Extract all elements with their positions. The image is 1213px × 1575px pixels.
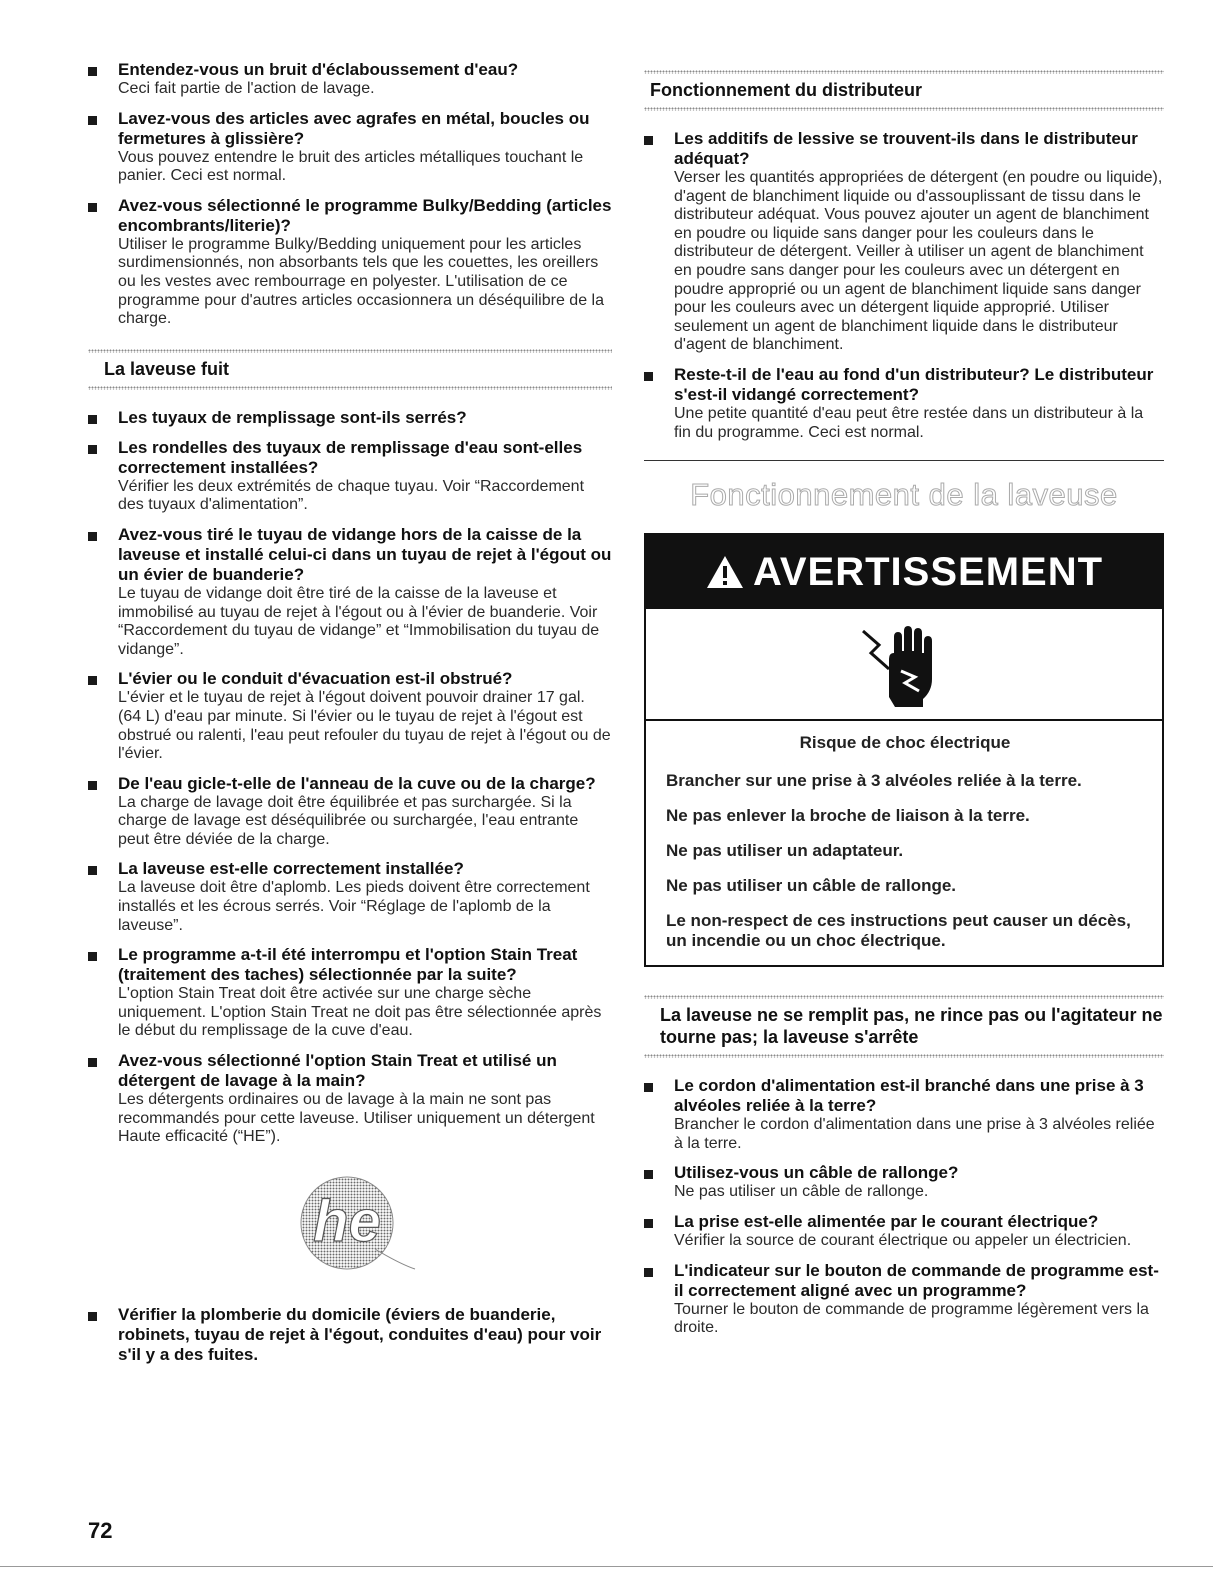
list-item bbox=[644, 1076, 1164, 1153]
section-nofill bbox=[644, 989, 1164, 1064]
question-text: Vérifier la plomberie du domicile (éviers de buanderie, robinets, tuyau de rejet à l'égout, conduites d'eau) pour voir s'il y a des fuites. bbox=[118, 1304, 602, 1364]
warning-line: Ne pas utiliser un adaptateur. bbox=[666, 841, 904, 861]
left-column bbox=[88, 60, 612, 1375]
bullet-icon bbox=[88, 866, 97, 875]
section-bottom-divider bbox=[644, 107, 1164, 111]
outline-heading: Fonctionnement de la laveuse bbox=[690, 477, 1118, 513]
list-item bbox=[88, 945, 612, 1041]
page-number: 72 bbox=[88, 1518, 113, 1543]
list-item bbox=[644, 1261, 1164, 1338]
warning-box bbox=[644, 533, 1164, 967]
bullet-icon bbox=[644, 372, 653, 381]
section-bottom-divider bbox=[88, 386, 612, 390]
section-title-leak: La laveuse fuit bbox=[104, 358, 230, 379]
question-text: Les additifs de lessive se trouvent-ils dans le distributeur adéquat? bbox=[674, 129, 1138, 168]
answer-text: La charge de lavage doit être équilibrée et pas surchargée. Si la charge de lavage est déséquilibrée ou surchargée, l'eau entrante peut être déviée de la charge. bbox=[118, 793, 579, 848]
answer-text: Le tuyau de vidange doit être tiré de la caisse de la laveuse et immobilisé au tuyau de rejet à l'égout ou à l'évier de buanderie. Voir “Raccordement du tuyau de vidange” et “Immobilisation du tuyau de vidange”. bbox=[118, 584, 600, 658]
warning-body bbox=[646, 721, 1162, 965]
answer-text: L'évier et le tuyau de rejet à l'égout doivent pouvoir drainer 17 gal. (64 L) d'eau par minute. Si l'évier ou le tuyau de rejet à l'égout est obstrué ou ralenti, l'eau peut refouler du tuyau de rejet à l'égout ou de l'évier. bbox=[118, 689, 611, 763]
bullet-icon bbox=[88, 532, 97, 541]
warning-title: AVERTISSEMENT bbox=[752, 549, 1104, 594]
question-text: Avez-vous tiré le tuyau de vidange hors de la caisse de la laveuse et installé celui-ci dans un tuyau de rejet à l'égout ou un évier de buanderie? bbox=[118, 524, 612, 584]
section-title-nofill: La laveuse ne se remplit pas, ne rince pas ou l'agitateur ne tourne pas; la laveuse s'arrête bbox=[660, 1005, 1163, 1048]
list-item bbox=[88, 1305, 612, 1365]
bullet-icon bbox=[88, 67, 97, 76]
troubleshoot-list-dispenser bbox=[644, 129, 1164, 442]
list-item bbox=[88, 669, 612, 763]
bullet-icon bbox=[644, 1170, 653, 1179]
answer-text: Les détergents ordinaires ou de lavage à la main ne sont pas recommandés pour cette laveuse. Utiliser uniquement un détergent Haute efficacité (“HE”). bbox=[118, 1091, 595, 1146]
section-rule bbox=[644, 460, 1164, 461]
warning-line: Ne pas enlever la broche de liaison à la terre. bbox=[666, 806, 1030, 826]
bullet-icon bbox=[88, 1058, 97, 1067]
section-dispenser bbox=[644, 64, 1164, 117]
troubleshoot-list-leak bbox=[88, 408, 612, 1147]
list-item bbox=[88, 196, 612, 329]
list-item bbox=[644, 365, 1164, 442]
list-item bbox=[88, 60, 612, 99]
question-text: Les tuyaux de remplissage sont-ils serrés? bbox=[118, 407, 467, 427]
question-text: De l'eau gicle-t-elle de l'anneau de la cuve ou de la charge? bbox=[118, 773, 596, 793]
answer-text: L'option Stain Treat doit être activée sur une charge sèche uniquement. L'option Stain Treat ne doit pas être sélectionnée après le début du remplissage de la cuve d'eau. bbox=[118, 985, 602, 1040]
answer-text: Tourner le bouton de commande de programme légèrement vers la droite. bbox=[674, 1300, 1149, 1337]
section-leak bbox=[88, 343, 612, 396]
list-item bbox=[88, 774, 612, 850]
bullet-icon bbox=[88, 676, 97, 685]
warning-line: Ne pas utiliser un câble de rallonge. bbox=[666, 876, 957, 896]
section-title-dispenser: Fonctionnement du distributeur bbox=[650, 80, 922, 100]
electric-shock-hand-icon bbox=[849, 619, 959, 709]
question-text: Utilisez-vous un câble de rallonge? bbox=[674, 1163, 959, 1183]
answer-text: Ceci fait partie de l'action de lavage. bbox=[118, 80, 375, 97]
section-bottom-divider bbox=[644, 1054, 1164, 1058]
warning-banner bbox=[646, 535, 1162, 609]
answer-text: Une petite quantité d'eau peut être restée dans un distributeur à la fin du programme. Ceci est normal. bbox=[674, 404, 1144, 441]
list-item bbox=[88, 525, 612, 659]
svg-text:he: he bbox=[313, 1188, 381, 1254]
answer-text: La laveuse doit être d'aplomb. Les pieds doivent être correctement installés et les écrous serrés. Voir “Réglage de l'aplomb de la laveuse”. bbox=[118, 879, 590, 934]
list-item bbox=[644, 1212, 1164, 1251]
warning-icon-area bbox=[646, 609, 1162, 719]
troubleshoot-list-top bbox=[88, 60, 612, 329]
list-item bbox=[88, 859, 612, 935]
bullet-icon bbox=[88, 781, 97, 790]
troubleshoot-list-last bbox=[88, 1305, 612, 1365]
warning-line: Le non-respect de ces instructions peut causer un décès, un incendie ou un choc électrique. bbox=[666, 911, 1131, 951]
right-column bbox=[644, 60, 1164, 1348]
troubleshoot-list-nofill bbox=[644, 1076, 1164, 1338]
list-item bbox=[88, 438, 612, 515]
question-text: Lavez-vous des articles avec agrafes en métal, boucles ou fermetures à glissière? bbox=[118, 108, 590, 148]
bullet-icon bbox=[644, 136, 653, 145]
question-text: Entendez-vous un bruit d'éclaboussement d'eau? bbox=[118, 60, 519, 79]
answer-text: Vérifier les deux extrémités de chaque tuyau. Voir “Raccordement des tuyaux d'alimentation”. bbox=[118, 477, 585, 514]
list-item bbox=[88, 109, 612, 186]
bullet-icon bbox=[88, 415, 97, 424]
list-item bbox=[88, 408, 612, 428]
bullet-icon bbox=[88, 952, 97, 961]
question-text: Le cordon d'alimentation est-il branché dans une prise à 3 alvéoles reliée à la terre? bbox=[674, 1076, 1144, 1116]
answer-text: Brancher le cordon d'alimentation dans une prise à 3 alvéoles reliée à la terre. bbox=[674, 1116, 1155, 1152]
question-text: Reste-t-il de l'eau au fond d'un distributeur? Le distributeur s'est-il vidangé correctement? bbox=[674, 364, 1154, 404]
answer-text: Utiliser le programme Bulky/Bedding uniquement pour les articles surdimensionnés, non absorbants tels que les couettes, les oreillers ou les vestes avec rembourrage en polyester. L'utilisation de ce programme pour d'autres articles occasionnera un déséquilibre de la charge. bbox=[118, 235, 604, 328]
warning-line: Brancher sur une prise à 3 alvéoles reliée à la terre. bbox=[666, 771, 1082, 791]
warning-subtitle: Risque de choc électrique bbox=[799, 733, 1011, 753]
bullet-icon bbox=[644, 1268, 653, 1277]
warning-triangle-icon bbox=[705, 554, 745, 590]
answer-text: Verser les quantités appropriées de détergent (en poudre ou liquide), d'agent de blanchiment liquide ou d'assouplissant de tissu dans le distributeur adéquat. Vous pouvez ajouter un agent de blanchiment en poudre ou liquide sans danger pour les couleurs dans le distributeur de détergent. Veiller à utiliser un agent de blanchiment en poudre sans danger pour les couleurs avec un détergent en poudre approprié ou un agent de blanchiment liquide sans danger pour les couleurs avec un détergent liquide approprié. Utiliser seulement un agent de blanchiment liquide dans le distributeur d'agent de blanchiment. bbox=[674, 169, 1163, 354]
question-text: L'évier ou le conduit d'évacuation est-il obstrué? bbox=[118, 669, 513, 689]
bullet-icon bbox=[88, 445, 97, 454]
bottom-rule bbox=[0, 1566, 1213, 1567]
question-text: La prise est-elle alimentée par le courant électrique? bbox=[674, 1211, 1099, 1231]
answer-text: Vérifier la source de courant électrique ou appeler un électricien. bbox=[674, 1231, 1132, 1249]
bullet-icon bbox=[644, 1219, 653, 1228]
bullet-icon bbox=[88, 1312, 97, 1321]
list-item bbox=[644, 129, 1164, 355]
he-logo-icon bbox=[275, 1169, 425, 1279]
question-text: Avez-vous sélectionné l'option Stain Treat et utilisé un détergent de lavage à la main? bbox=[118, 1051, 557, 1091]
bullet-icon bbox=[644, 1083, 653, 1092]
list-item bbox=[88, 1051, 612, 1147]
question-text: Les rondelles des tuyaux de remplissage d'eau sont-elles correctement installées? bbox=[118, 437, 583, 477]
question-text: Avez-vous sélectionné le programme Bulky/Bedding (articles encombrants/literie)? bbox=[118, 195, 612, 235]
question-text: Le programme a-t-il été interrompu et l'option Stain Treat (traitement des taches) sélectionnée par la suite? bbox=[118, 945, 578, 985]
question-text: La laveuse est-elle correctement installée? bbox=[118, 859, 464, 879]
bullet-icon bbox=[88, 116, 97, 125]
answer-text: Ne pas utiliser un câble de rallonge. bbox=[674, 1183, 929, 1201]
list-item bbox=[644, 1163, 1164, 1202]
bullet-icon bbox=[88, 203, 97, 212]
question-text: L'indicateur sur le bouton de commande de programme est-il correctement aligné avec un programme? bbox=[674, 1260, 1159, 1300]
answer-text: Vous pouvez entendre le bruit des articles métalliques touchant le panier. Ceci est normal. bbox=[118, 148, 584, 185]
